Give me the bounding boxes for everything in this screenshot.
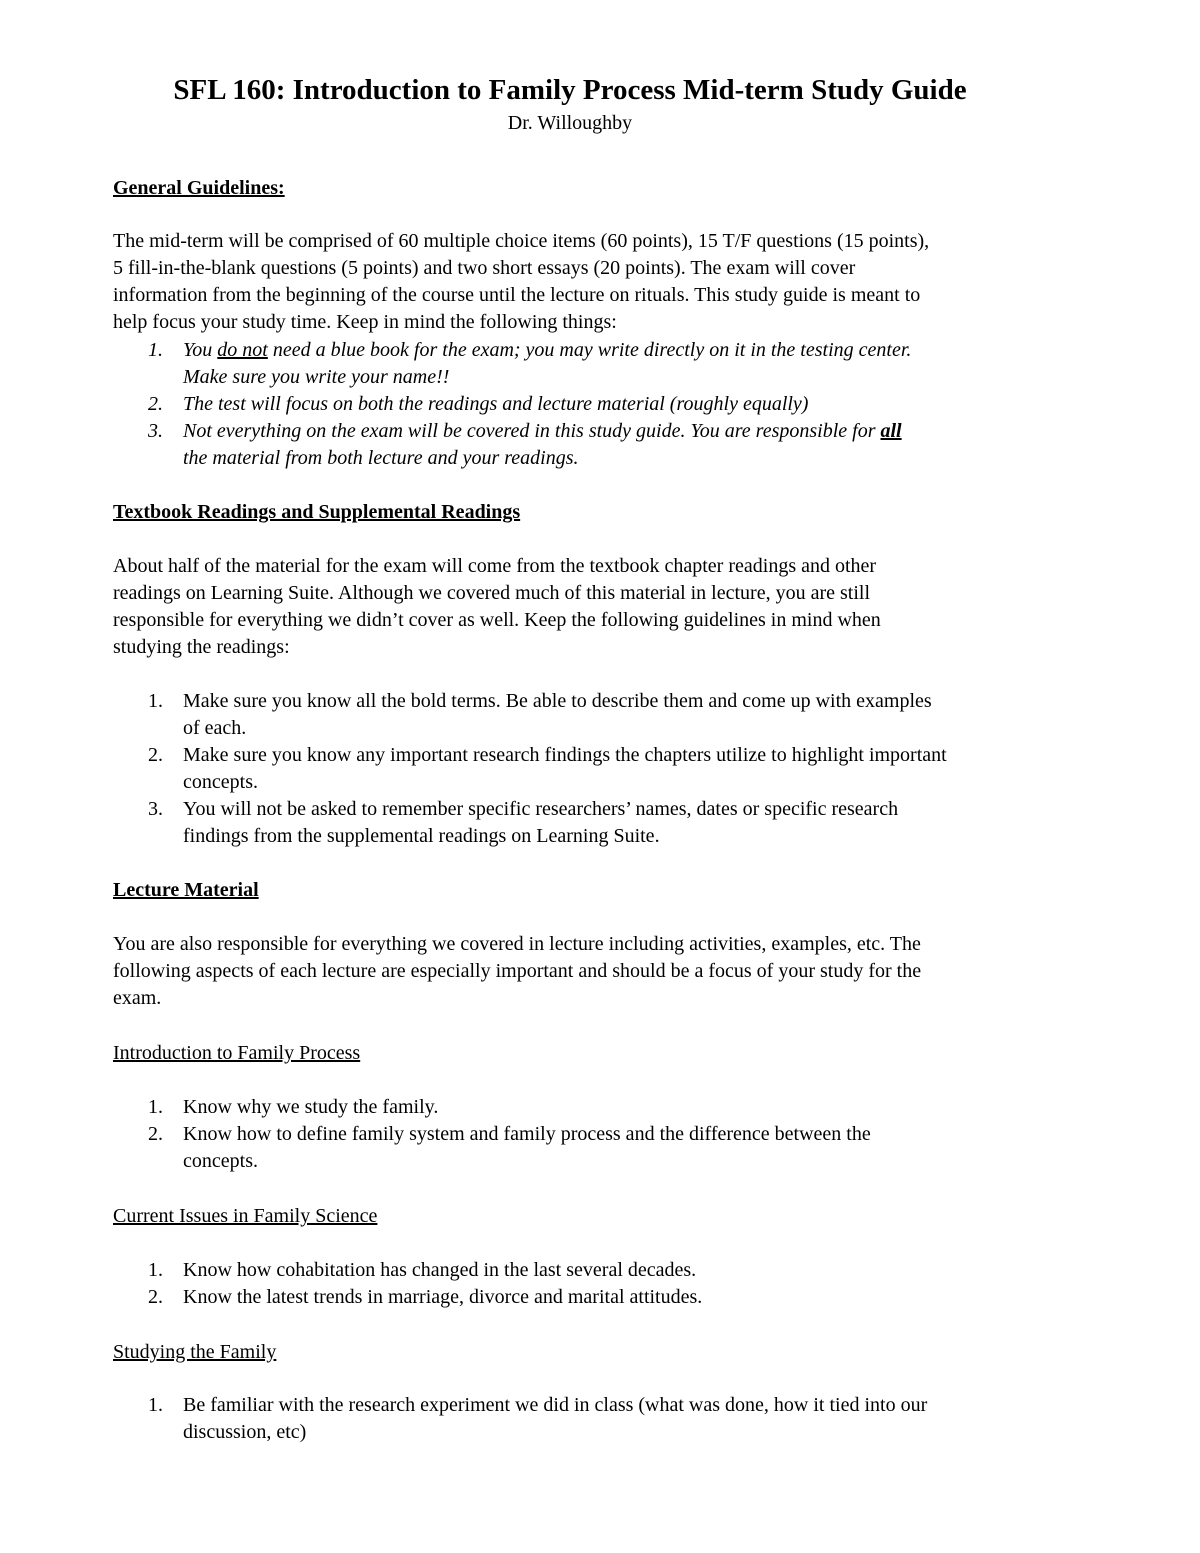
- emphasis-underline: do not: [217, 339, 268, 361]
- paragraph-line: About half of the material for the exam will come from the textbook chapter readings and other: [113, 555, 877, 577]
- text-run: Not everything on the exam will be covered in this study guide. You are responsible for: [183, 420, 881, 442]
- list-item-line: Make sure you know all the bold terms. Be able to describe them and come up with examples: [183, 690, 932, 712]
- list-item-line: Know how to define family system and family process and the difference between the: [183, 1123, 871, 1145]
- subsection-heading: Introduction to Family Process: [113, 1042, 361, 1064]
- list-item-line: [183, 337, 1103, 364]
- paragraph-line: readings on Learning Suite. Although we covered much of this material in lecture, you are still: [113, 582, 871, 604]
- list-item-line: Be familiar with the research experiment we did in class (what was done, how it tied into our: [183, 1394, 928, 1416]
- paragraph-line: The mid-term will be comprised of 60 multiple choice items (60 points), 15 T/F questions (15 points),: [113, 230, 930, 252]
- list-item-line: findings from the supplemental readings on Learning Suite.: [183, 825, 660, 847]
- list-number: 1.: [148, 1096, 163, 1118]
- subsection-heading: Current Issues in Family Science: [113, 1205, 378, 1227]
- list-number: 1.: [148, 1259, 163, 1281]
- list-item-line: of each.: [183, 717, 247, 739]
- general-guidelines-paragraph: [113, 228, 1093, 336]
- list-item-line: Make sure you know any important research findings the chapters utilize to highlight important: [183, 744, 947, 766]
- lecture-heading: Lecture Material: [113, 879, 259, 901]
- list-item-line: Make sure you write your name!!: [183, 366, 450, 388]
- list-number: 2.: [148, 1123, 163, 1145]
- list-number: 2.: [148, 393, 163, 415]
- lecture-paragraph: [113, 931, 1093, 1012]
- paragraph-line: following aspects of each lecture are especially important and should be a focus of your study for the: [113, 960, 922, 982]
- text-run: need a blue book for the exam; you may write directly on it in the testing center.: [267, 339, 912, 361]
- instructor-name: Dr. Willoughby: [507, 112, 633, 134]
- list-item-line: the material from both lecture and your readings.: [183, 447, 579, 469]
- page-title: SFL 160: Introduction to Family Process Mid-term Study Guide: [173, 74, 967, 106]
- readings-heading: Textbook Readings and Supplemental Readings: [113, 501, 521, 523]
- list-item-line: concepts.: [183, 1150, 258, 1172]
- readings-paragraph: [113, 553, 1093, 661]
- paragraph-line: help focus your study time. Keep in mind the following things:: [113, 311, 617, 333]
- paragraph-line: You are also responsible for everything we covered in lecture including activities, examples, etc. The: [113, 933, 921, 955]
- general-guidelines-heading: General Guidelines:: [113, 177, 285, 199]
- paragraph-line: responsible for everything we didn’t cover as well. Keep the following guidelines in mind when: [113, 609, 881, 631]
- list-number: 1.: [148, 1394, 163, 1416]
- list-item-line: discussion, etc): [183, 1421, 307, 1443]
- list-number: 2.: [148, 744, 163, 766]
- paragraph-line: studying the readings:: [113, 636, 290, 658]
- list-item-line: Know why we study the family.: [183, 1096, 439, 1118]
- subsection-heading: Studying the Family: [113, 1341, 277, 1363]
- list-item-line: Know the latest trends in marriage, divorce and marital attitudes.: [183, 1286, 703, 1308]
- paragraph-line: exam.: [113, 987, 162, 1009]
- paragraph-line: information from the beginning of the course until the lecture on rituals. This study guide is meant to: [113, 284, 921, 306]
- list-number: 2.: [148, 1286, 163, 1308]
- list-number: 3.: [148, 420, 163, 442]
- list-item-line: [183, 418, 1103, 445]
- list-item-line: Know how cohabitation has changed in the last several decades.: [183, 1259, 697, 1281]
- list-item-line: You will not be asked to remember specific researchers’ names, dates or specific research: [183, 798, 899, 820]
- text-run: You: [183, 339, 218, 361]
- list-item-line: The test will focus on both the readings and lecture material (roughly equally): [183, 393, 809, 415]
- emphasis-bold-underline: all: [880, 420, 902, 442]
- list-item-line: concepts.: [183, 771, 258, 793]
- list-number: 1.: [148, 339, 163, 361]
- list-number: 1.: [148, 690, 163, 712]
- paragraph-line: 5 fill-in-the-blank questions (5 points) and two short essays (20 points). The exam will cover: [113, 257, 856, 279]
- list-number: 3.: [148, 798, 163, 820]
